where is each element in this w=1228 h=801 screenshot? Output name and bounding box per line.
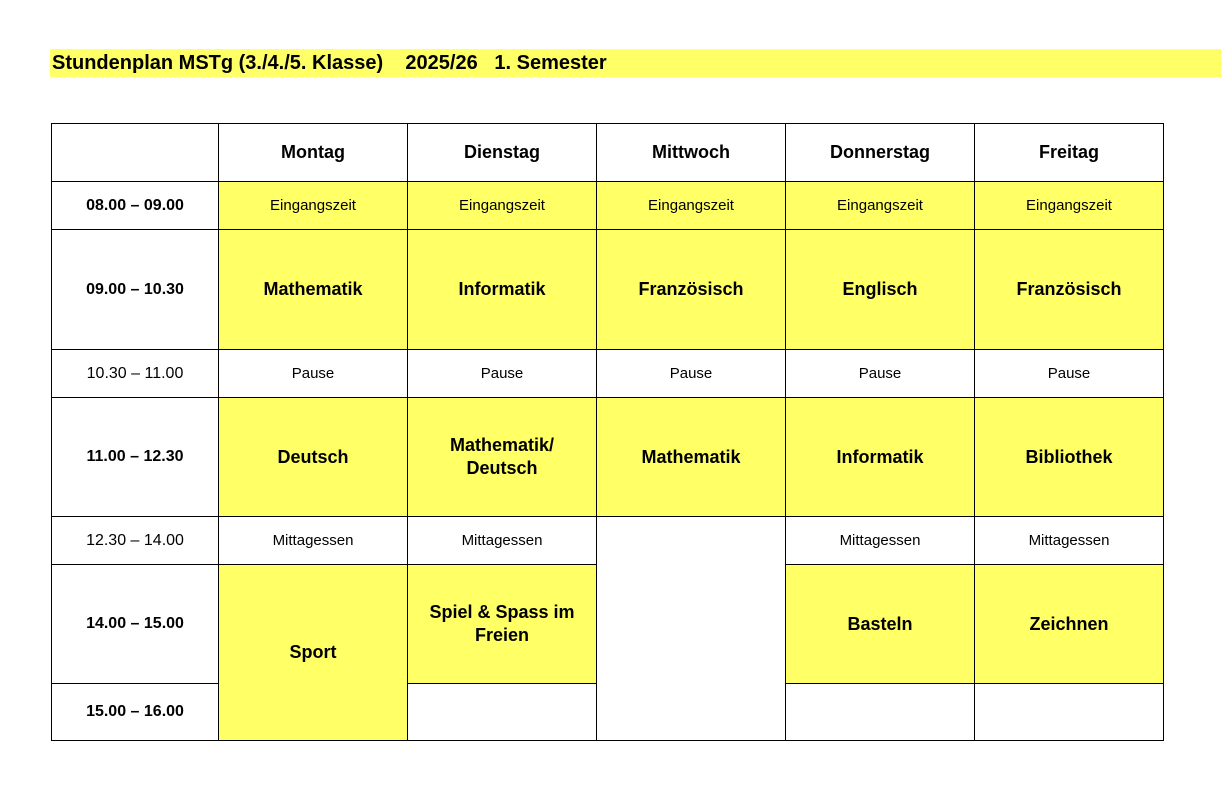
slot-cell: Basteln (786, 565, 975, 684)
corner-cell (52, 124, 219, 182)
slot-cell-empty (786, 684, 975, 741)
table-row (52, 182, 1164, 230)
table-row (52, 230, 1164, 350)
day-header-donnerstag: Donnerstag (786, 124, 975, 182)
slot-cell-empty (597, 517, 786, 741)
slot-cell: Pause (408, 350, 597, 398)
slot-cell: Mittagessen (219, 517, 408, 565)
slot-cell: Englisch (786, 230, 975, 350)
slot-line: Deutsch (466, 458, 538, 478)
slot-cell: Eingangszeit (219, 182, 408, 230)
slot-cell: Mathematik (597, 398, 786, 517)
slot-cell-empty (975, 684, 1164, 741)
slot-cell (408, 565, 597, 684)
header-row (52, 124, 1164, 182)
day-header-freitag: Freitag (975, 124, 1164, 182)
slot-cell: Französisch (597, 230, 786, 350)
table-row (52, 517, 1164, 565)
slot-line: Freien (474, 625, 530, 645)
slot-cell (408, 398, 597, 517)
slot-cell: Eingangszeit (975, 182, 1164, 230)
slot-cell: Französisch (975, 230, 1164, 350)
slot-cell: Mittagessen (975, 517, 1164, 565)
time-cell: 11.00 – 12.30 (52, 398, 219, 517)
slot-cell: Pause (786, 350, 975, 398)
slot-cell: Sport (219, 565, 408, 741)
time-cell: 14.00 – 15.00 (52, 565, 219, 684)
slot-cell: Bibliothek (975, 398, 1164, 517)
slot-cell: Informatik (786, 398, 975, 517)
slot-cell: Eingangszeit (408, 182, 597, 230)
slot-cell: Eingangszeit (597, 182, 786, 230)
slot-line: Mathematik/ (449, 435, 555, 455)
slot-cell: Informatik (408, 230, 597, 350)
time-cell: 10.30 – 11.00 (52, 350, 219, 398)
day-header-dienstag: Dienstag (408, 124, 597, 182)
time-cell: 12.30 – 14.00 (52, 517, 219, 565)
slot-cell: Mittagessen (408, 517, 597, 565)
page-title: Stundenplan MSTg (3./4./5. Klasse) 2025/26 1. Semester (50, 49, 1221, 77)
slot-cell: Mittagessen (786, 517, 975, 565)
slot-cell: Zeichnen (975, 565, 1164, 684)
slot-line: Spiel & Spass im (429, 602, 575, 622)
slot-cell: Eingangszeit (786, 182, 975, 230)
slot-cell-empty (408, 684, 597, 741)
slot-cell: Deutsch (219, 398, 408, 517)
slot-cell: Pause (597, 350, 786, 398)
day-header-montag: Montag (219, 124, 408, 182)
time-cell: 15.00 – 16.00 (52, 684, 219, 741)
slot-cell: Pause (219, 350, 408, 398)
time-cell: 09.00 – 10.30 (52, 230, 219, 350)
table-row (52, 398, 1164, 517)
timetable (51, 123, 1164, 741)
table-row (52, 350, 1164, 398)
slot-cell: Pause (975, 350, 1164, 398)
slot-cell: Mathematik (219, 230, 408, 350)
day-header-mittwoch: Mittwoch (597, 124, 786, 182)
time-cell: 08.00 – 09.00 (52, 182, 219, 230)
